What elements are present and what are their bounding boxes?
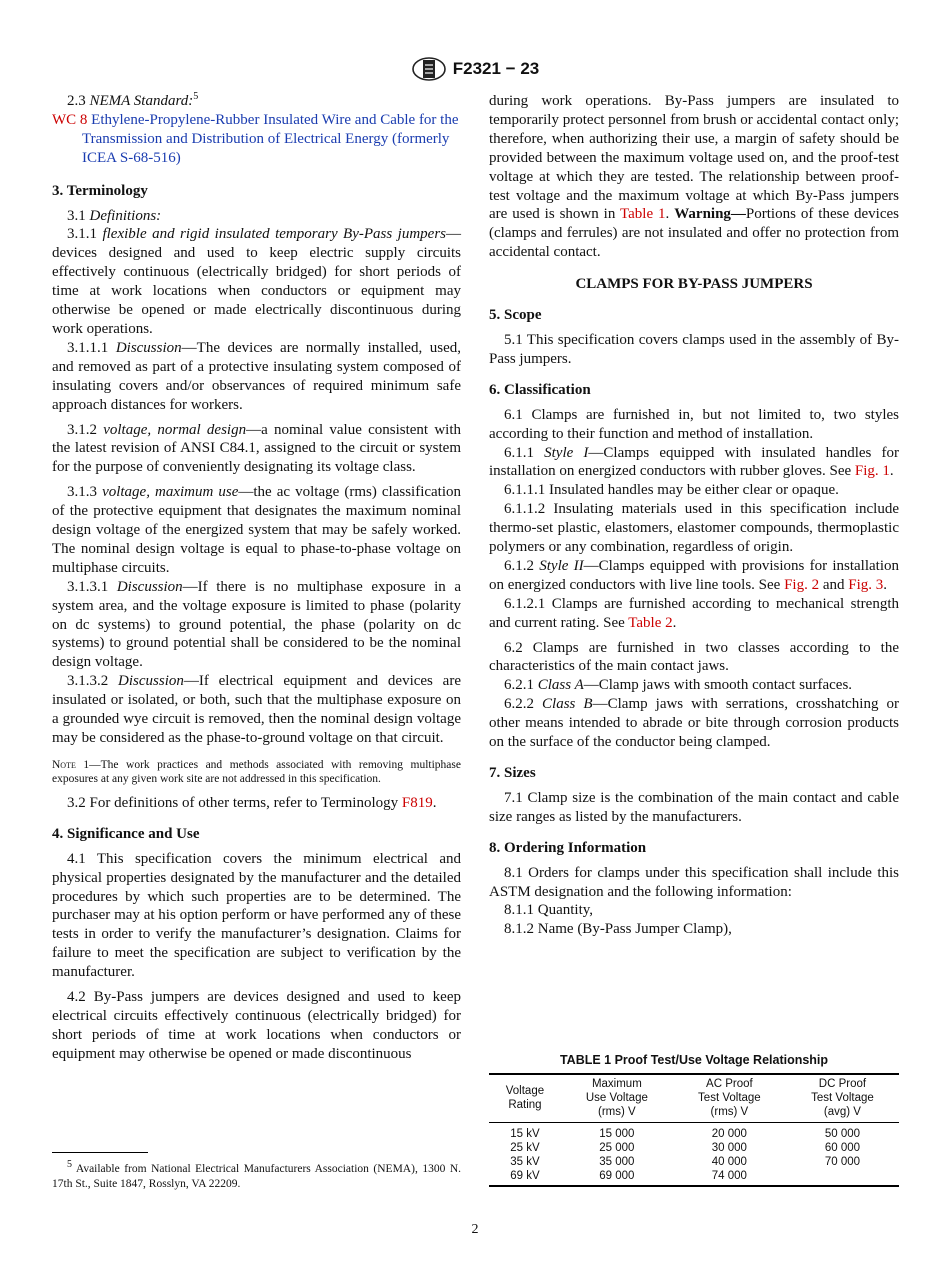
section-4-2-continued: during work operations. By-Pass jumpers are insulated to temporarily protect personnel from brush or accidental contact only; therefore, when authorizing their use, a margin of safety should be provided between the maximum voltage used on, and the proof-test voltage at which they are tested. The relationship between proof-test voltage and the maximum voltage at which By-Pass jumpers are used is shown in Table 1. Warning—Portions of these devices (clamps and ferrules) are not insulated and offer no protection from accidental contact.	[489, 93, 900, 261]
voltage-table	[489, 1073, 899, 1187]
section-4-1: 4.1 This specification covers the minimum electrical and physical properties designated by the manufacturer and the detailed procedures by which such properties are to be determined. The purchaser may at his option perform or have performed any of these tests in order to verify the manufacturer’s designation. Claims for failure to meet the specification are subject to verification by the manufacturer.	[52, 850, 461, 981]
table-1	[489, 1053, 899, 1187]
heading-classification: 6. Classification	[489, 381, 591, 398]
col-header-voltage-rating: Voltage Rating	[505, 1085, 545, 1111]
table-row: 69 kV 69 000 74 000	[510, 1170, 747, 1182]
page-number: 2	[471, 1222, 479, 1237]
section-3-1-1-1: 3.1.1.1 Discussion—The devices are normally installed, used, and removed as part of a protective insulating system composed of insulating covers and/or observances of required minimum safe approach distances for workers.	[52, 339, 461, 413]
ref-table1-link[interactable]: Table 1	[620, 206, 666, 223]
section-4-2: 4.2 By-Pass jumpers are devices designed and used to keep electrical circuits effectively continuous (electrically bridged) for short periods of time at work locations when conductors or equipment may otherwise be opened or made discontinuous	[52, 989, 461, 1062]
col-header-dc-proof: DC Proof Test Voltage (avg) V	[811, 1078, 874, 1118]
table-caption: TABLE 1 Proof Test/Use Voltage Relationship	[559, 1053, 829, 1067]
section-3-1-1: 3.1.1 flexible and rigid insulated temporary By-Pass jumpers—devices designed and used to keep electric supply circuits effectively continuous (electrically bridged) for short periods of time at work locations when conductors or equipment may otherwise be opened or made electrically discontinuous during work operations.	[52, 226, 462, 337]
page-header	[0, 57, 950, 81]
left-column	[52, 92, 461, 1064]
table-row: 35 kV 35 000 40 000 70 000	[510, 1156, 861, 1168]
standard-designation: F2321 − 23	[452, 59, 540, 78]
section-6-1-1: 6.1.1 Style I—Clamps equipped with insulated handles for installation on energized conductors with rubber gloves. See Fig. 1.	[489, 444, 900, 480]
section-6-2-2: 6.2.2 Class B—Clamp jaws with serrations, crosshatching or other means intended to abrade or bite through corrosion products on the surface of the conductor being clamped.	[489, 696, 900, 751]
table-row: 25 kV 25 000 30 000 60 000	[510, 1142, 861, 1154]
section-8-1: 8.1 Orders for clamps under this specification shall include this ASTM designation and the following information:	[489, 864, 899, 900]
section-3-1: 3.1 Definitions:	[67, 207, 162, 224]
section-6-1-1-2: 6.1.1.2 Insulating materials used in this specification include thermo-set plastic, elastomers, elastomer compounds, thermoplastic polymers or any combination, regardless of origin.	[489, 501, 899, 556]
section-8-1-2: 8.1.2 Name (By-Pass Jumper Clamp),	[504, 921, 732, 938]
section-6-1-2: 6.1.2 Style II—Clamps equipped with provisions for installation on energized conductors with live line tools. See Fig. 2 and Fig. 3.	[489, 557, 900, 593]
section-6-1-2-1: 6.1.2.1 Clamps are furnished according to mechanical strength and current rating. See Table 2.	[489, 595, 899, 631]
col-header-ac-proof: AC Proof Test Voltage (rms) V	[698, 1078, 761, 1118]
section-6-2-1: 6.2.1 Class A—Clamp jaws with smooth contact surfaces.	[504, 677, 853, 694]
ref-wc8[interactable]: WC 8 Ethylene-Propylene-Rubber Insulated Wire and Cable for the Transmission and Distribution of Electrical Energy (formerly ICEA S-68-516)	[52, 111, 459, 166]
heading-significance: 4. Significance and Use	[52, 825, 200, 842]
ref-f819-link[interactable]: F819	[401, 794, 433, 811]
clamps-heading: CLAMPS FOR BY-PASS JUMPERS	[575, 276, 813, 293]
heading-ordering: 8. Ordering Information	[489, 839, 647, 856]
heading-sizes: 7. Sizes	[489, 765, 536, 781]
heading-scope: 5. Scope	[489, 307, 542, 324]
table-row: 15 kV 15 000 20 000 50 000	[510, 1128, 861, 1140]
heading-terminology: 3. Terminology	[52, 182, 148, 199]
section-6-1: 6.1 Clamps are furnished in, but not limited to, two styles according to their function and method of installation.	[489, 406, 899, 442]
col-header-max-use: Maximum Use Voltage (rms) V	[585, 1078, 648, 1118]
ref-fig3-link[interactable]: Fig. 3	[848, 576, 884, 593]
section-3-1-3-1: 3.1.3.1 Discussion—If there is no multiphase exposure in a system area, and the voltage exposure is limited to phase (polarity on dc systems) to ground potential, the phase (polarity on dc systems) to ground potential shall be considered to be the nominal design voltage.	[52, 578, 461, 671]
section-3-2: 3.2 For definitions of other terms, refer to Terminology F819.	[67, 794, 437, 811]
section-8-1-1: 8.1.1 Quantity,	[504, 902, 594, 919]
footnote-divider	[52, 1152, 148, 1153]
astm-logo-icon	[411, 57, 447, 81]
footnote-5: $^5$ Available from National Electrical Manufacturers Association (NEMA), 1300 N. 17th St., Suite 1847, Rosslyn, VA 22209.	[52, 1159, 461, 1190]
section-2-3: 2.3 NEMA Standard:$^5$	[67, 91, 199, 109]
section-3-1-3: 3.1.3 voltage, maximum use—the ac voltage (rms) classification of the protective equipment that designates the maximum nominal design voltage of the energized system that may be safely worked. The nominal design voltage is equal to phase-to-phase voltage on multiphase circuits.	[52, 484, 462, 576]
section-3-1-2: 3.1.2 voltage, normal design—a nominal value consistent with the latest revision of ANSI C84.1, assigned to the circuit or system for the purpose of conveniently designating its voltage class.	[52, 421, 461, 476]
ref-table2-link[interactable]: Table 2	[628, 614, 673, 631]
ref-fig1-link[interactable]: Fig. 1	[854, 463, 890, 480]
section-3-1-3-2: 3.1.3.2 Discussion—If electrical equipment and devices are insulated or isolated, or both, such that the multiphase exposure on a grounded wye circuit is removed, then the nominal design voltage may be considered as the phase-to-ground voltage on that circuit.	[52, 673, 461, 746]
note-1: Note 1—The work practices and methods associated with removing multiphase exposures at any given work site are not addressed in this specification.	[52, 758, 461, 785]
section-6-2: 6.2 Clamps are furnished in two classes according to the characteristics of the main contact jaws.	[489, 639, 899, 675]
section-5-1: 5.1 This specification covers clamps used in the assembly of By-Pass jumpers.	[489, 331, 899, 367]
section-6-1-1-1: 6.1.1.1 Insulated handles may be either clear or opaque.	[504, 482, 839, 499]
section-7-1: 7.1 Clamp size is the combination of the main contact and cable size ranges as listed by the manufacturers.	[489, 789, 899, 825]
right-column	[489, 92, 899, 939]
ref-fig2-link[interactable]: Fig. 2	[784, 576, 820, 593]
